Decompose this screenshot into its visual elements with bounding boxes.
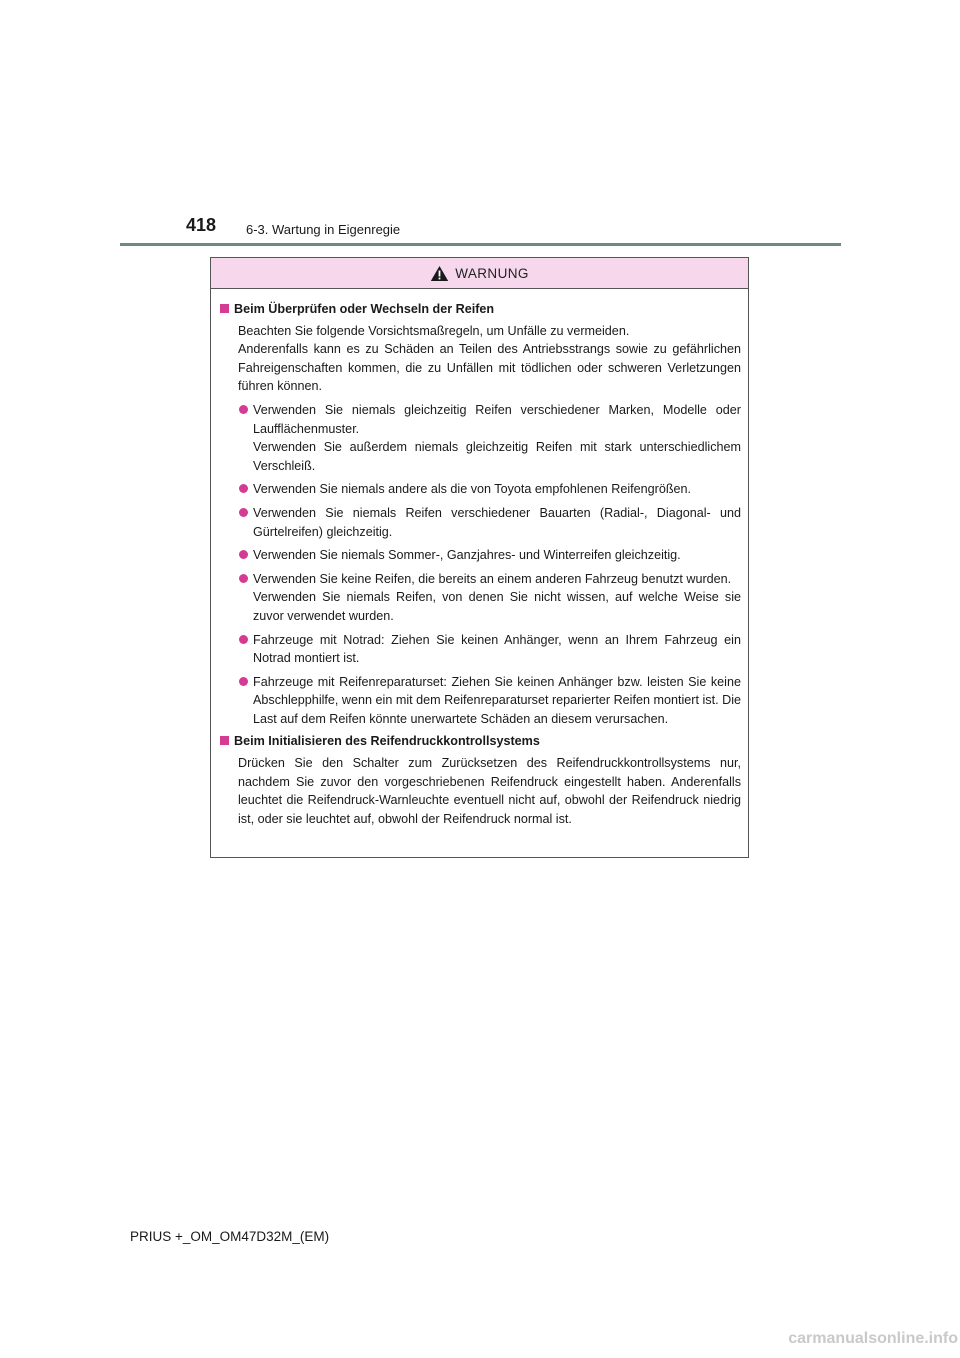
circle-bullet-icon <box>239 484 248 493</box>
square-bullet-icon <box>220 304 229 313</box>
bullet-line: Verwenden Sie niemals gleichzeitig Reifen verschiedener Marken, Modelle oder Laufflächenmuster. <box>253 402 741 436</box>
warning-header <box>211 258 748 289</box>
bullet-item <box>239 480 741 499</box>
paragraph-text: Anderenfalls kann es zu Schäden an Teilen des Antriebsstrangs sowie zu gefährlichen Fahreigenschaften kommen, die zu Unfällen mit tödlichen oder schweren Verletzungen führen können. <box>238 342 741 394</box>
paragraph-text: Beachten Sie folgende Vorsichtsmaßregeln, um Unfälle zu vermeiden. <box>238 323 630 338</box>
bullet-line: Fahrzeuge mit Reifenreparaturset: Ziehen Sie keinen Anhänger bzw. leisten Sie keine Abschlepphilfe, wenn ein mit dem Reifenreparaturset reparierter Reifen montiert ist. Die Last auf dem Reifen könnte unerwartete Schäden an diesem verursachen. <box>253 674 741 726</box>
square-bullet-icon <box>220 736 229 745</box>
circle-bullet-icon <box>239 635 248 644</box>
bullet-line: Verwenden Sie niemals Sommer-, Ganzjahres- und Winterreifen gleichzeitig. <box>253 548 681 563</box>
bullet-line: Fahrzeuge mit Notrad: Ziehen Sie keinen Anhänger, wenn an Ihrem Fahrzeug ein Notrad montiert ist. <box>253 632 741 666</box>
footer-doc-code: PRIUS +_OM_OM47D32M_(EM) <box>130 1229 330 1244</box>
section-title: 6-3. Wartung in Eigenregie <box>246 222 401 237</box>
bullet-text <box>253 401 741 475</box>
warning-title: WARNUNG <box>455 265 529 281</box>
bullet-item <box>239 570 741 626</box>
bullet-text <box>253 673 741 729</box>
bullet-item <box>239 401 741 475</box>
circle-bullet-icon <box>239 550 248 559</box>
section-heading <box>220 300 741 319</box>
section-heading <box>220 732 741 751</box>
page-number: 418 <box>186 215 217 235</box>
bullet-line: Verwenden Sie niemals Reifen verschiedener Bauarten (Radial-, Diagonal- und Gürtelreifen) gleichzeitig. <box>253 505 741 539</box>
warning-box <box>210 257 749 858</box>
section-heading-text: Beim Initialisieren des Reifendruckkontrollsystems <box>234 734 540 749</box>
circle-bullet-icon <box>239 574 248 583</box>
circle-bullet-icon <box>239 677 248 686</box>
bullet-line: Verwenden Sie außerdem niemals gleichzeitig Reifen mit stark unterschiedlichem Verschleiß. <box>253 440 741 473</box>
bullet-line: Verwenden Sie niemals Reifen, von denen Sie nicht wissen, auf welche Weise sie zuvor verwendet wurden. <box>253 590 741 623</box>
circle-bullet-icon <box>239 405 248 414</box>
bullet-text <box>253 546 741 565</box>
bullet-text <box>253 504 741 541</box>
bullet-text <box>253 631 741 668</box>
paragraph-text: Drücken Sie den Schalter zum Zurücksetzen des Reifendruckkontrollsystems nur, nachdem Sie zuvor den vorgeschriebenen Reifendruck eingestellt haben. Anderenfalls leuchtet die Reifendruck-Warnleuchte eventuell nicht auf, obwohl der Reifendruck niedrig ist, oder sie leuchtet auf, obwohl der Reifendruck normal ist. <box>238 756 741 826</box>
bullet-item <box>239 504 741 541</box>
warning-content <box>211 289 748 828</box>
bullet-item <box>239 631 741 668</box>
section-heading-text: Beim Überprüfen oder Wechseln der Reifen <box>234 302 495 316</box>
bullet-text <box>253 480 741 499</box>
warning-triangle-icon <box>430 265 449 282</box>
section-paragraph <box>238 754 741 828</box>
bullet-line: Verwenden Sie keine Reifen, die bereits an einem anderen Fahrzeug benutzt wurden. <box>253 571 732 586</box>
circle-bullet-icon <box>239 508 248 517</box>
bullet-text <box>253 570 741 626</box>
bullet-line: Verwenden Sie niemals andere als die von Toyota empfohlenen Reifengrößen. <box>253 482 692 497</box>
watermark: carmanualsonline.info <box>788 1330 958 1347</box>
bullet-item <box>239 673 741 729</box>
bullet-item <box>239 546 741 565</box>
header-rule <box>120 243 841 246</box>
section-paragraph <box>238 322 741 396</box>
